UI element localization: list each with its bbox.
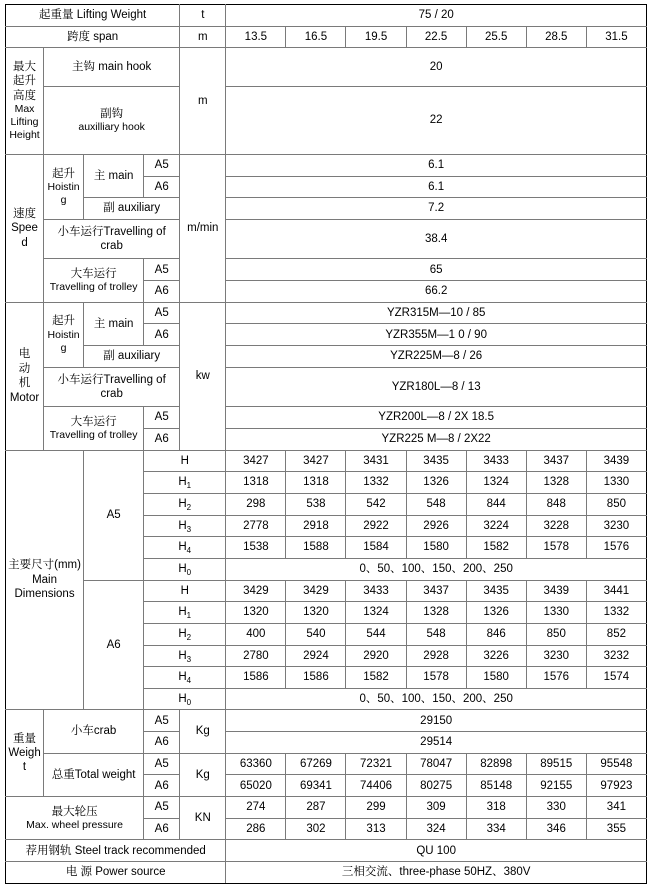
- speed-label: [6, 154, 44, 302]
- dim-row-name: H: [144, 450, 226, 472]
- span-value-4: 22.5: [406, 26, 466, 48]
- motor-label: [6, 302, 44, 450]
- motor-crab-label: 小车运行Travelling of crab: [44, 367, 180, 407]
- table-row: [6, 219, 647, 259]
- table-row: [6, 86, 647, 154]
- dim-value: 538: [286, 493, 346, 515]
- table-row: [6, 346, 647, 368]
- dim-row-name: $H_0$: [144, 558, 226, 580]
- weight-label: [6, 710, 44, 797]
- speed-trolley-label: [44, 259, 144, 302]
- wheel-pressure-value: 287: [286, 797, 346, 819]
- dim-value: 1576: [526, 667, 586, 689]
- lifting-weight-unit: t: [180, 5, 226, 27]
- wheel-pressure-unit: KN: [180, 797, 226, 840]
- dim-value: 3228: [526, 515, 586, 537]
- motor-hoisting-label-cn: 起升: [52, 315, 76, 328]
- speed-trolley-a5-value: 65: [226, 259, 647, 281]
- dim-value: 1576: [586, 537, 646, 559]
- speed-crab-value: 38.4: [226, 219, 647, 259]
- speed-trolley-a6-value: 66.2: [226, 281, 647, 303]
- weight-total-value: 63360: [226, 753, 286, 775]
- dim-value: 3230: [526, 645, 586, 667]
- dim-value: 852: [586, 623, 646, 645]
- table-row: [6, 26, 647, 48]
- weight-total-value: 74406: [346, 775, 406, 797]
- dim-value: 548: [406, 623, 466, 645]
- weight-crab-a6-value: 29514: [226, 732, 647, 754]
- dim-value: 3437: [406, 580, 466, 602]
- weight-total-label: 总重Total weight: [44, 753, 144, 796]
- dim-value: 2926: [406, 515, 466, 537]
- wheel-pressure-value: 346: [526, 818, 586, 840]
- dim-value: 298: [226, 493, 286, 515]
- dim-value: 844: [466, 493, 526, 515]
- dim-value: 3427: [286, 450, 346, 472]
- motor-trolley-a6-mode: A6: [144, 428, 180, 450]
- table-row: [6, 5, 647, 27]
- motor-label-en: Motor: [9, 391, 40, 404]
- steel-track-value: QU 100: [226, 840, 647, 862]
- aux-hook-label-en: auxilliary hook: [78, 121, 145, 134]
- span-value-1: 13.5: [226, 26, 286, 48]
- power-source-value: 三相交流、three-phase 50HZ、380V: [226, 862, 647, 884]
- dim-value: 2778: [226, 515, 286, 537]
- dim-value: 1578: [406, 667, 466, 689]
- wheel-pressure-value: 309: [406, 797, 466, 819]
- wheel-pressure-value: 299: [346, 797, 406, 819]
- span-value-3: 19.5: [346, 26, 406, 48]
- motor-trolley-a6-value: YZR225 M—8 / 2X22: [226, 428, 647, 450]
- speed-main-a5-value: 6.1: [226, 154, 647, 176]
- dim-value: 1320: [286, 602, 346, 624]
- weight-total-value: 95548: [586, 753, 646, 775]
- table-row: [6, 302, 647, 324]
- motor-trolley-label-en: Travelling of trolley: [49, 429, 138, 442]
- speed-aux-value: 7.2: [226, 198, 647, 220]
- motor-trolley-a5-value: YZR200L—8 / 2X 18.5: [226, 407, 647, 429]
- weight-total-value: 82898: [466, 753, 526, 775]
- table-row: [6, 367, 647, 407]
- dim-value: 1324: [346, 602, 406, 624]
- table-row: [6, 48, 647, 87]
- main-dimensions-label-cn: 主要尺寸(mm): [8, 559, 81, 572]
- dim-row-name: H: [144, 580, 226, 602]
- motor-aux-value: YZR225M—8 / 26: [226, 346, 647, 368]
- dim-row-name: $H_4$: [144, 537, 226, 559]
- dim-value: 1580: [466, 667, 526, 689]
- table-row: [6, 407, 647, 429]
- wheel-pressure-a6-mode: A6: [144, 818, 180, 840]
- speed-hoisting-label-cn: 起升: [52, 167, 76, 180]
- table-row: [6, 862, 647, 884]
- wheel-pressure-value: 324: [406, 818, 466, 840]
- dim-value: 3441: [586, 580, 646, 602]
- table-row: [6, 797, 647, 819]
- table-row: [6, 198, 647, 220]
- weight-total-value: 97923: [586, 775, 646, 797]
- dim-value: 850: [586, 493, 646, 515]
- dim-value: 3429: [226, 580, 286, 602]
- weight-total-value: 89515: [526, 753, 586, 775]
- dim-value: 1580: [406, 537, 466, 559]
- dim-h0-value: 0、50、100、150、200、250: [226, 688, 647, 710]
- dim-value: 1332: [346, 472, 406, 494]
- weight-total-value: 78047: [406, 753, 466, 775]
- weight-total-value: 65020: [226, 775, 286, 797]
- dim-value: 1318: [286, 472, 346, 494]
- wheel-pressure-value: 286: [226, 818, 286, 840]
- motor-main-a6-value: YZR355M—1 0 / 90: [226, 324, 647, 346]
- span-value-5: 25.5: [466, 26, 526, 48]
- motor-aux-label: 副 auxiliary: [84, 346, 180, 368]
- speed-main-a6-mode: A6: [144, 176, 180, 198]
- wheel-pressure-value: 330: [526, 797, 586, 819]
- weight-total-value: 72321: [346, 753, 406, 775]
- weight-total-unit: Kg: [180, 753, 226, 796]
- max-lifting-height-unit: m: [180, 48, 226, 155]
- speed-main-a5-mode: A5: [144, 154, 180, 176]
- dim-value: 2780: [226, 645, 286, 667]
- dim-value: 3435: [406, 450, 466, 472]
- dim-value: 846: [466, 623, 526, 645]
- weight-crab-label: 小车crab: [44, 710, 144, 753]
- motor-trolley-label-cn: 大车运行: [70, 415, 117, 428]
- motor-main-a5-value: YZR315M—10 / 85: [226, 302, 647, 324]
- weight-crab-a5-mode: A5: [144, 710, 180, 732]
- crane-specification-table: [5, 4, 647, 884]
- span-label: 跨度 span: [6, 26, 180, 48]
- power-source-label: 电 源 Power source: [6, 862, 226, 884]
- weight-crab-a5-value: 29150: [226, 710, 647, 732]
- motor-hoisting-label-en: Hoisting: [47, 328, 80, 354]
- dim-row-name: $H_2$: [144, 493, 226, 515]
- dim-value: 1584: [346, 537, 406, 559]
- weight-total-value: 80275: [406, 775, 466, 797]
- table-row: [6, 580, 647, 602]
- dim-value: 1324: [466, 472, 526, 494]
- dim-value: 3224: [466, 515, 526, 537]
- dim-value: 1588: [286, 537, 346, 559]
- motor-hoisting-label: [44, 302, 84, 367]
- table-row: [6, 259, 647, 281]
- dim-value: 1586: [286, 667, 346, 689]
- motor-main-label: 主 main: [84, 302, 144, 345]
- dim-value: 1328: [526, 472, 586, 494]
- main-dimensions-a6-mode: A6: [84, 580, 144, 710]
- main-hook-value: 20: [226, 48, 647, 87]
- weight-total-a6-mode: A6: [144, 775, 180, 797]
- dim-h0-value: 0、50、100、150、200、250: [226, 558, 647, 580]
- dim-value: 1332: [586, 602, 646, 624]
- weight-total-a5-mode: A5: [144, 753, 180, 775]
- motor-crab-value: YZR180L—8 / 13: [226, 367, 647, 407]
- speed-crab-label: 小车运行Travelling of crab: [44, 219, 180, 259]
- motor-label-cn-3: 机: [18, 377, 31, 390]
- motor-trolley-a5-mode: A5: [144, 407, 180, 429]
- span-value-2: 16.5: [286, 26, 346, 48]
- weight-crab-unit: Kg: [180, 710, 226, 753]
- dim-value: 1328: [406, 602, 466, 624]
- aux-hook-value: 22: [226, 86, 647, 154]
- dim-value: 3433: [346, 580, 406, 602]
- dim-value: 544: [346, 623, 406, 645]
- table-row: [6, 154, 647, 176]
- dim-value: 2920: [346, 645, 406, 667]
- lifting-weight-label: 起重量 Lifting Weight: [6, 5, 180, 27]
- table-row: [6, 450, 647, 472]
- dim-value: 3226: [466, 645, 526, 667]
- speed-trolley-a5-mode: A5: [144, 259, 180, 281]
- dim-value: 540: [286, 623, 346, 645]
- motor-label-cn-2: 动: [18, 362, 31, 375]
- dim-value: 1582: [346, 667, 406, 689]
- max-lifting-height-label: [6, 48, 44, 155]
- dim-value: 1578: [526, 537, 586, 559]
- dim-value: 3232: [586, 645, 646, 667]
- speed-label-en: Speed: [11, 222, 38, 249]
- speed-trolley-label-en: Travelling of trolley: [49, 281, 138, 294]
- wheel-pressure-value: 318: [466, 797, 526, 819]
- dim-row-name: $H_3$: [144, 645, 226, 667]
- wheel-pressure-value: 274: [226, 797, 286, 819]
- table-row: [6, 840, 647, 862]
- dim-row-name: $H_3$: [144, 515, 226, 537]
- weight-label-cn: 重量: [13, 732, 37, 745]
- weight-crab-a6-mode: A6: [144, 732, 180, 754]
- speed-hoisting-label-en: Hoisting: [47, 180, 80, 207]
- dim-value: 3230: [586, 515, 646, 537]
- dim-value: 2922: [346, 515, 406, 537]
- weight-label-en: Weight: [8, 747, 41, 774]
- dim-value: 2928: [406, 645, 466, 667]
- span-value-7: 31.5: [586, 26, 646, 48]
- dim-value: 850: [526, 623, 586, 645]
- speed-main-label: 主 main: [84, 154, 144, 197]
- dim-row-name: $H_1$: [144, 472, 226, 494]
- dim-value: 2918: [286, 515, 346, 537]
- dim-value: 3427: [226, 450, 286, 472]
- dim-row-name: $H_2$: [144, 623, 226, 645]
- max-lifting-height-label-en: Max Lifting Height: [9, 102, 40, 142]
- motor-unit: kw: [180, 302, 226, 450]
- dim-value: 1582: [466, 537, 526, 559]
- dim-value: 542: [346, 493, 406, 515]
- dim-value: 2924: [286, 645, 346, 667]
- dim-row-name: $H_0$: [144, 688, 226, 710]
- wheel-pressure-label-cn: 最大轮压: [51, 805, 98, 818]
- aux-hook-label: [44, 86, 180, 154]
- wheel-pressure-value: 302: [286, 818, 346, 840]
- main-dimensions-a5-mode: A5: [84, 450, 144, 580]
- speed-unit: m/min: [180, 154, 226, 302]
- table-row: [6, 753, 647, 775]
- speed-trolley-a6-mode: A6: [144, 281, 180, 303]
- main-dimensions-label: [6, 450, 84, 710]
- speed-aux-label: 副 auxiliary: [84, 198, 180, 220]
- dim-value: 1318: [226, 472, 286, 494]
- speed-main-a6-value: 6.1: [226, 176, 647, 198]
- span-unit: m: [180, 26, 226, 48]
- dim-value: 3437: [526, 450, 586, 472]
- main-hook-label: 主钩 main hook: [44, 48, 180, 87]
- speed-hoisting-label: [44, 154, 84, 219]
- dim-value: 1326: [466, 602, 526, 624]
- dim-value: 3429: [286, 580, 346, 602]
- weight-total-value: 67269: [286, 753, 346, 775]
- dim-row-name: $H_1$: [144, 602, 226, 624]
- wheel-pressure-label-en: Max. wheel pressure: [26, 818, 124, 831]
- weight-total-value: 92155: [526, 775, 586, 797]
- wheel-pressure-a5-mode: A5: [144, 797, 180, 819]
- dim-value: 3439: [526, 580, 586, 602]
- max-lifting-height-label-cn: 最大起升高度: [13, 60, 37, 102]
- dim-value: 1320: [226, 602, 286, 624]
- dim-value: 3439: [586, 450, 646, 472]
- main-dimensions-label-en: Main Dimensions: [14, 573, 75, 601]
- motor-trolley-label: [44, 407, 144, 450]
- wheel-pressure-value: 355: [586, 818, 646, 840]
- dim-value: 3433: [466, 450, 526, 472]
- wheel-pressure-label: [6, 797, 144, 840]
- dim-value: 3435: [466, 580, 526, 602]
- dim-value: 1586: [226, 667, 286, 689]
- dim-row-name: $H_4$: [144, 667, 226, 689]
- table-row: [6, 710, 647, 732]
- speed-trolley-label-cn: 大车运行: [70, 267, 117, 280]
- speed-label-cn: 速度: [13, 207, 37, 220]
- motor-main-a5-mode: A5: [144, 302, 180, 324]
- dim-value: 548: [406, 493, 466, 515]
- steel-track-label: 荐用钢轨 Steel track recommended: [6, 840, 226, 862]
- span-value-6: 28.5: [526, 26, 586, 48]
- dim-value: 1330: [526, 602, 586, 624]
- dim-value: 1326: [406, 472, 466, 494]
- wheel-pressure-value: 341: [586, 797, 646, 819]
- dim-value: 1574: [586, 667, 646, 689]
- motor-label-cn-1: 电: [18, 348, 31, 361]
- aux-hook-label-cn: 副钩: [100, 107, 124, 120]
- dim-value: 1330: [586, 472, 646, 494]
- dim-value: 400: [226, 623, 286, 645]
- weight-total-value: 69341: [286, 775, 346, 797]
- dim-value: 848: [526, 493, 586, 515]
- dim-value: 1538: [226, 537, 286, 559]
- lifting-weight-value: 75 / 20: [226, 5, 647, 27]
- wheel-pressure-value: 334: [466, 818, 526, 840]
- motor-main-a6-mode: A6: [144, 324, 180, 346]
- wheel-pressure-value: 313: [346, 818, 406, 840]
- weight-total-value: 85148: [466, 775, 526, 797]
- dim-value: 3431: [346, 450, 406, 472]
